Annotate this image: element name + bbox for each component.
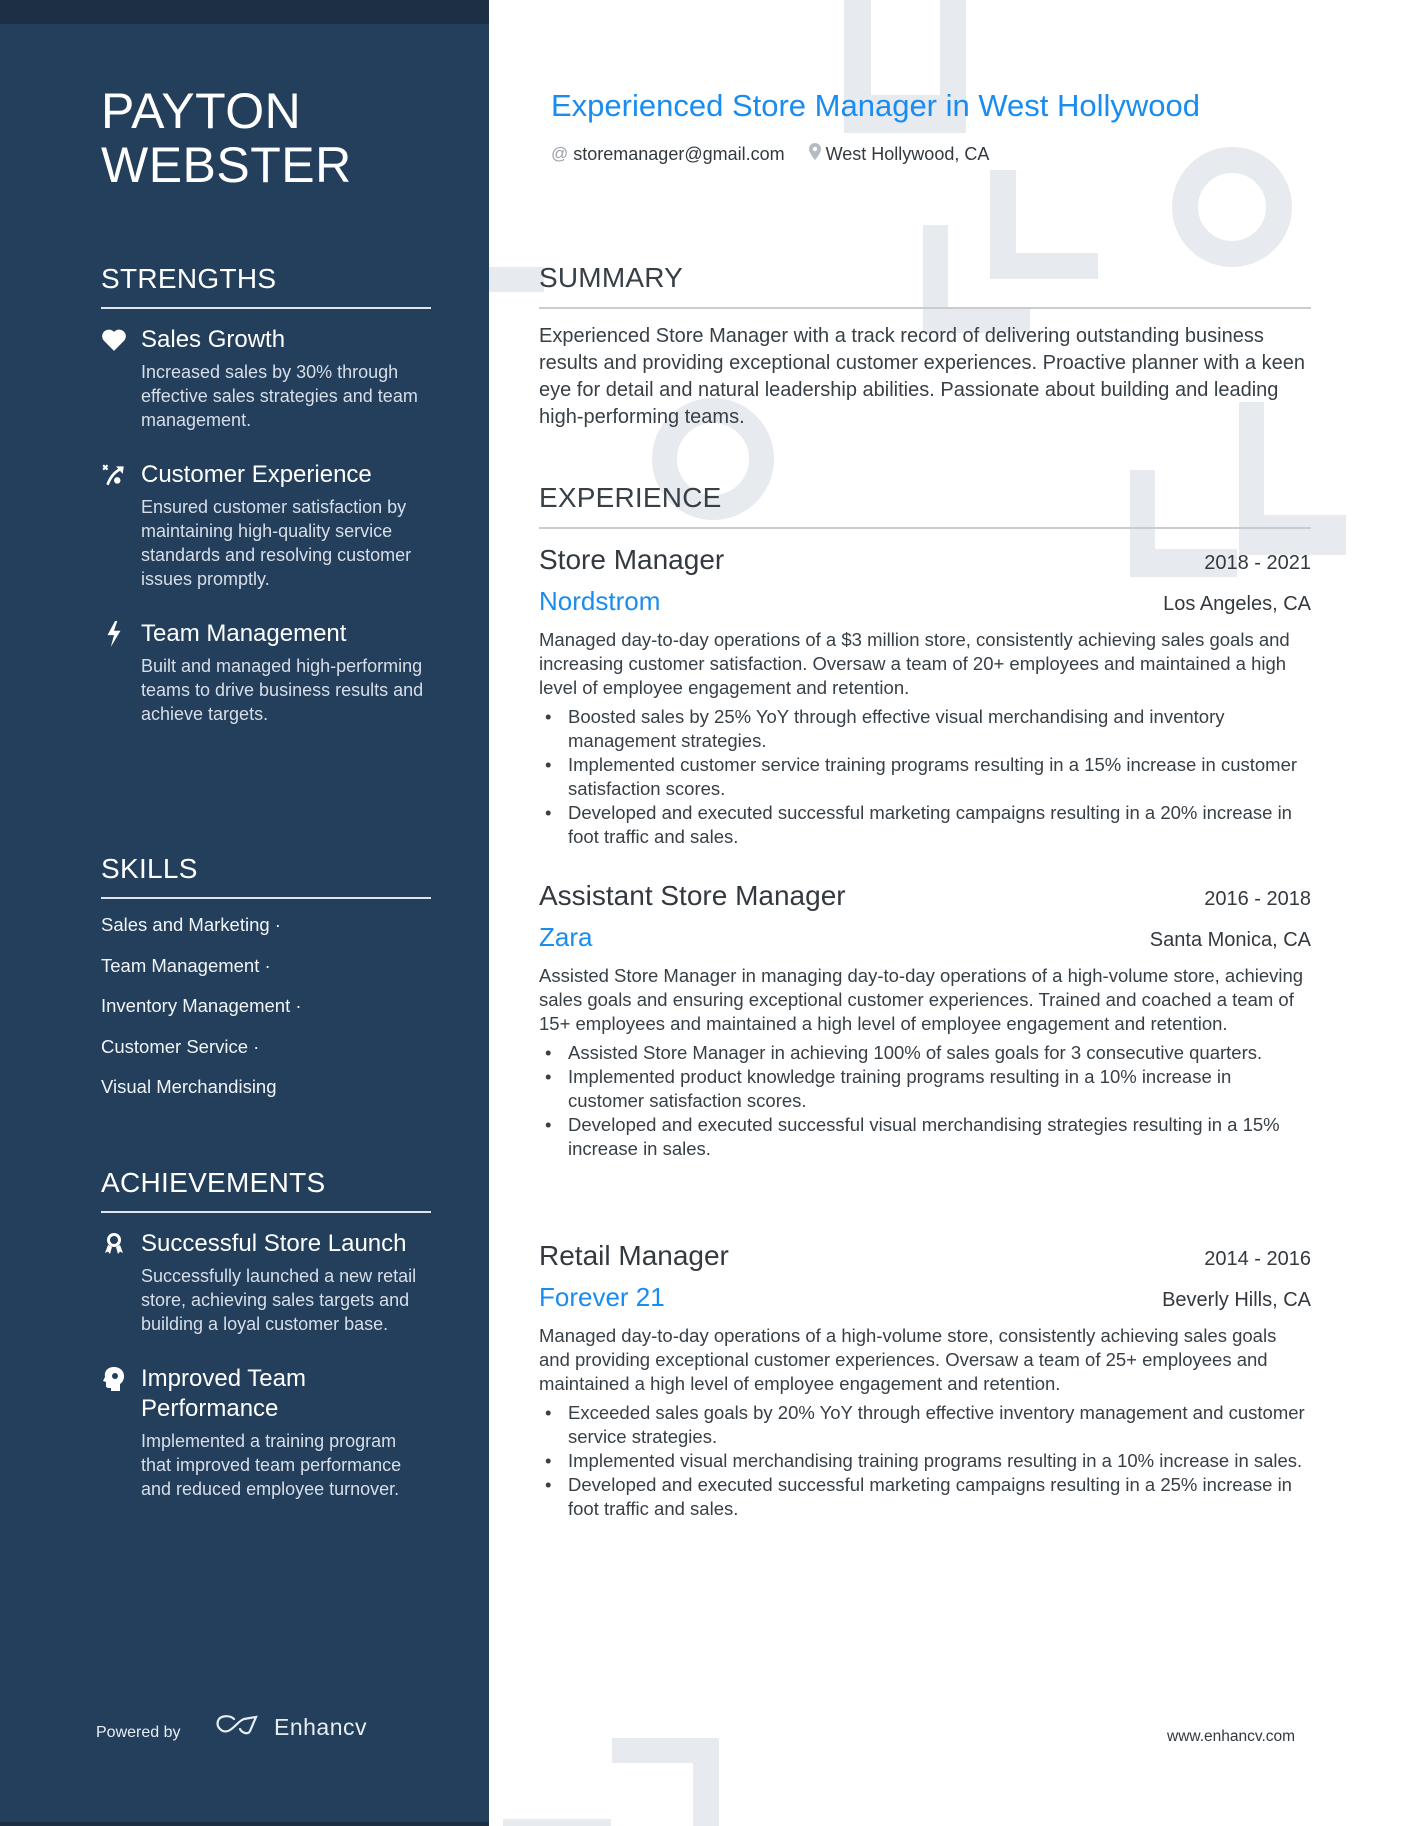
strength-description: Increased sales by 30% through effective sales strategies and team management.: [141, 362, 418, 430]
bullet-item: • Developed and executed successful visual merchandising strategies resulting in a 15% increase in sales.: [539, 1113, 1311, 1161]
candidate-name: [101, 84, 352, 192]
summary-text: Experienced Store Manager with a track record of delivering outstanding business results and providing exceptional customer experiences. Proactive planner with a keen eye for detail and natural leadership abilities. Passionate about building and leading high-performing teams.: [539, 325, 1305, 428]
skill-item: Team Management ·: [101, 954, 271, 976]
job-title: Assistant Store Manager: [539, 880, 846, 911]
location-contact: [809, 143, 990, 165]
strength-description: Built and managed high-performing teams to drive business results and achieve targets.: [141, 656, 424, 724]
job-entry: [539, 1238, 1311, 1521]
job-bullets: [539, 1401, 1311, 1521]
divider: [101, 307, 431, 309]
job-bullets: [539, 705, 1311, 849]
bullet-item: • Implemented visual merchandising training programs resulting in a 10% increase in sales.: [539, 1449, 1311, 1473]
job-location: Los Angeles, CA: [1163, 593, 1311, 615]
achievements-section: [101, 1166, 431, 1501]
enhancv-brand[interactable]: [214, 1713, 367, 1742]
brand-name: Enhancv: [274, 1714, 368, 1740]
job-bullets: [539, 1041, 1311, 1161]
section-title: SKILLS: [101, 853, 198, 884]
lightning-icon: [101, 621, 127, 647]
powered-by-label: Powered by: [96, 1724, 181, 1741]
website-link[interactable]: www.enhancv.com: [1167, 1728, 1296, 1745]
summary-section: [539, 261, 1311, 431]
bullet-item: • Developed and executed successful marketing campaigns resulting in a 20% increase in foot traffic and sales.: [539, 801, 1311, 849]
last-name: WEBSTER: [101, 137, 352, 193]
strengths-section: [101, 262, 431, 726]
achievement-title: Improved Team Performance: [141, 1365, 306, 1422]
job-location: Beverly Hills, CA: [1162, 1289, 1311, 1311]
section-title: EXPERIENCE: [539, 482, 722, 513]
job-entry: [539, 542, 1311, 849]
sidebar: [0, 0, 489, 1826]
skills-list: [101, 913, 431, 1099]
section-title: SUMMARY: [539, 262, 684, 293]
map-pin-icon: [809, 143, 821, 165]
divider: [101, 1211, 431, 1213]
head-brain-icon: [101, 1366, 127, 1392]
bullet-item: • Developed and executed successful marketing campaigns resulting in a 25% increase in foot traffic and sales.: [539, 1473, 1311, 1521]
job-description: Managed day-to-day operations of a $3 million store, consistently achieving sales goals and increasing customer satisfaction. Oversaw a team of 20+ employees and maintained a high level of employee engagement and retention.: [539, 629, 1290, 698]
contact-info: [551, 143, 989, 165]
skill-item: Sales and Marketing ·: [101, 914, 281, 935]
skill-item: Inventory Management ·: [101, 995, 302, 1016]
achievement-title: Successful Store Launch: [141, 1230, 407, 1257]
email-contact[interactable]: [551, 144, 785, 165]
strength-title: Team Management: [141, 620, 347, 647]
job-dates: 2016 - 2018: [1204, 888, 1311, 910]
section-title: ACHIEVEMENTS: [101, 1167, 326, 1198]
achievement-description: Successfully launched a new retail store, achieving sales targets and building a loyal customer base.: [141, 1266, 417, 1334]
job-company: Zara: [539, 922, 593, 952]
section-title: STRENGTHS: [101, 263, 277, 294]
divider: [539, 527, 1311, 529]
job-title: Store Manager: [539, 544, 725, 575]
achievement-item: [101, 1229, 431, 1336]
job-entry: [539, 878, 1311, 1161]
job-description: Managed day-to-day operations of a high-volume store, consistently achieving sales goals and providing exceptional customer experiences. Oversaw a team of 25+ employees and maintained a high level of employee engagement and retention.: [539, 1325, 1277, 1394]
strength-item: [101, 325, 431, 432]
bottom-strip: [0, 1822, 489, 1826]
headline: Experienced Store Manager in West Hollywood: [551, 88, 1201, 123]
strength-item: [101, 460, 431, 591]
bullet-item: • Boosted sales by 25% YoY through effective visual merchandising and inventory management strategies.: [539, 705, 1311, 753]
job-company: Nordstrom: [539, 586, 661, 616]
skill-item: Visual Merchandising: [101, 1076, 277, 1097]
job-location: Santa Monica, CA: [1149, 929, 1311, 951]
at-icon: @: [551, 144, 569, 163]
bullet-item: • Implemented product knowledge training programs resulting in a 10% increase in customer satisfaction scores.: [539, 1065, 1311, 1113]
job-company: Forever 21: [539, 1282, 665, 1312]
award-medal-icon: [101, 1231, 127, 1257]
strength-title: Sales Growth: [141, 326, 286, 353]
top-strip: [0, 0, 489, 24]
divider: [539, 307, 1311, 309]
skill-item: Customer Service ·: [101, 1035, 260, 1057]
job-dates: 2014 - 2016: [1204, 1248, 1311, 1270]
bullet-item: • Implemented customer service training programs resulting in a 15% increase in customer satisfaction scores.: [539, 753, 1311, 801]
main-content: [489, 0, 1410, 1826]
job-dates: 2018 - 2021: [1204, 552, 1311, 574]
heart-icon: [101, 327, 127, 353]
bullet-item: • Assisted Store Manager in achieving 100% of sales goals for 3 consecutive quarters.: [539, 1041, 1311, 1065]
email-text: storemanager@gmail.com: [573, 143, 785, 164]
job-description: Assisted Store Manager in managing day-to-day operations of a high-volume store, achieving sales goals and ensuring exceptional customer experiences. Trained and coached a team of 15+ employees and maintained a high level of employee engagement and retention.: [539, 965, 1304, 1034]
strategy-arrow-icon: [101, 462, 127, 488]
enhancv-logo-icon: [214, 1713, 262, 1742]
strength-title: Customer Experience: [141, 461, 372, 488]
job-title: Retail Manager: [539, 1240, 729, 1271]
achievement-description: Implemented a training program that improved team performance and reduced employee turnover.: [141, 1431, 402, 1499]
strength-item: [101, 619, 431, 726]
skills-section: [101, 852, 431, 1116]
achievement-item: [101, 1364, 431, 1501]
first-name: PAYTON: [101, 83, 302, 139]
strength-description: Ensured customer satisfaction by maintaining high-quality service standards and resolving customer issues promptly.: [141, 497, 412, 589]
bullet-item: • Exceeded sales goals by 20% YoY through effective inventory management and customer service strategies.: [539, 1401, 1311, 1449]
divider: [101, 897, 431, 899]
location-text: West Hollywood, CA: [825, 143, 990, 164]
experience-section: [539, 481, 1311, 529]
